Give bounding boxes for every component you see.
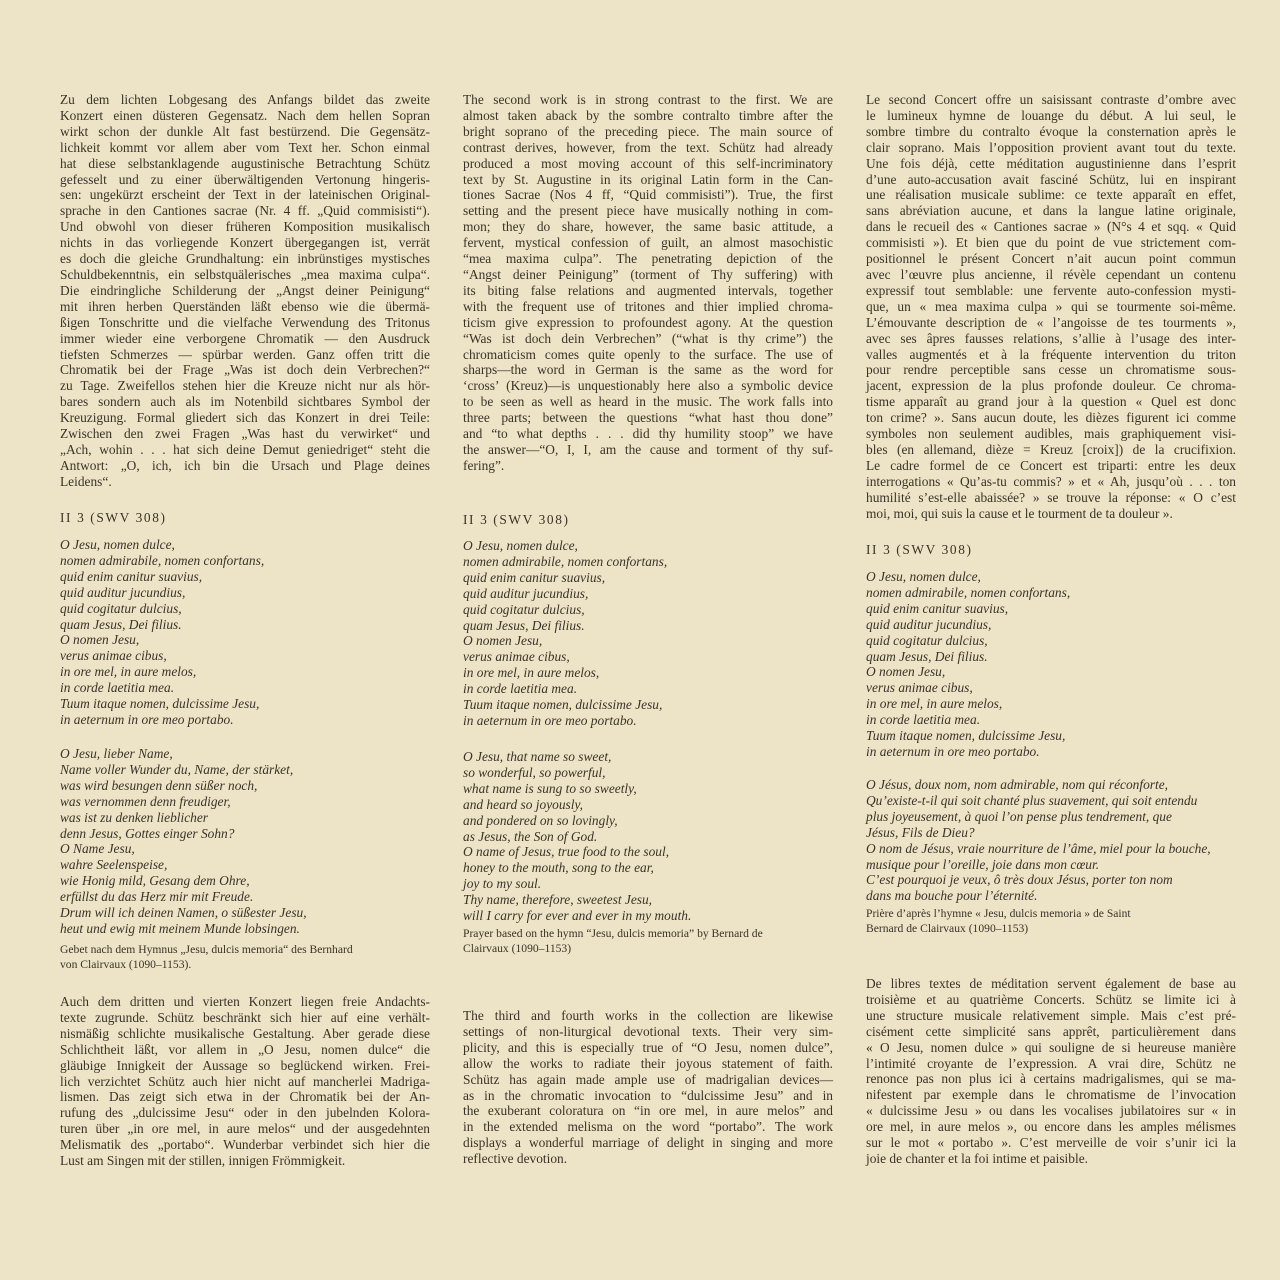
text-line: fervent, mystical confession of guilt, an almost masochistic	[463, 235, 833, 251]
text-line: in aeternum in ore meo portabo.	[866, 743, 1040, 759]
text-line: quid auditur jucundius,	[866, 616, 992, 632]
text-line: ticism give expression to profoundest agony. At the question	[463, 314, 833, 330]
text-line: cisément cette simplicité sans apprêt, particulièrement dans	[866, 1023, 1236, 1039]
text-line: with the frequent use of tritones and thier implied chroma-	[463, 298, 833, 314]
text-line: O nomen Jesu,	[866, 664, 946, 680]
text-line: ‘cross’ (Kreuz)—is unquestionably here also a symbolic device	[463, 378, 833, 394]
text-line: Die eindringliche Schilderung der „Angst deiner Peinigung“	[60, 282, 430, 298]
text-line: text by St. Augustine in its original Latin form in the Can-	[463, 171, 833, 187]
text-line: Zu dem lichten Lobgesang des Anfangs bildet das zweite	[60, 92, 430, 107]
text-line: wie Honig mild, Gesang dem Ohre,	[60, 873, 250, 889]
text-line: Le cadre formel de ce Concert est triparti: entre les deux	[866, 457, 1236, 473]
text-line: avec ses âpres fausses relations, s’allie à l’usage des inter-	[866, 330, 1236, 346]
text-line: texte zugrunde. Schütz beschränkt sich hier auf eine verhält-	[60, 1009, 430, 1025]
text-line: was vernommen denn freudiger,	[60, 793, 231, 809]
text-line: quid auditur jucundius,	[60, 584, 186, 600]
text-line: Auch dem dritten und vierten Konzert liegen freie Andachts-	[60, 994, 430, 1009]
text-line: and pondered on so lovingly,	[463, 812, 618, 828]
text-line: ßigen Tonschritte und die vielfache Verwendung des Tritonus	[60, 314, 430, 330]
text-line: d’une auto-accusation avait fasciné Schütz, lui en inspirant	[866, 171, 1236, 187]
text-line: O name of Jesus, true food to the soul,	[463, 844, 670, 860]
text-line: tisme apparaît au grand jour à la question « Quel est donc	[866, 394, 1236, 410]
text-line: bles (en allemand, dièze = Kreuz [croix]) de la crucifixion.	[866, 441, 1236, 457]
text-line: The third and fourth works in the collection are likewise	[463, 1008, 833, 1023]
text-line: three parts; between the questions “what hast thou done”	[463, 410, 833, 426]
text-line: sans abréviation aucune, et dans la langue latine originale,	[866, 203, 1236, 219]
text-line: sharps—the word in German is the same as the word for	[463, 362, 833, 378]
text-line: quam Jesus, Dei filius.	[866, 648, 988, 664]
text-line: hat diese selbstanklagende augustinische Betrachtung Schütz	[60, 155, 430, 171]
text-line: honey to the mouth, song to the ear,	[463, 860, 654, 876]
text-line: Prayer based on the hymn “Jesu, dulcis memoria” by Bernard de	[463, 927, 763, 940]
text-line: O Jesu, nomen dulce,	[866, 569, 981, 584]
text-line: the answer—“O, I, I, am the cause and torment of thy suf-	[463, 441, 833, 457]
text-line: mon; they do share, however, the same basic attitude, a	[463, 219, 833, 235]
text-line: O nomen Jesu,	[60, 632, 140, 648]
text-line: Bernard de Clairvaux (1090–1153)	[866, 922, 1029, 936]
text-line: clair soprano. Mais l’opposition provient avant tout du texte.	[866, 139, 1236, 155]
text-line: Konzert einen düsteren Gegensatz. Nach dem hellen Sopran	[60, 107, 430, 123]
text-line: Und obwohl von dieser früheren Komposition musikalisch	[60, 219, 430, 235]
text-line: settings of non-liturgical devotional texts. Their very sim-	[463, 1023, 833, 1039]
text-line: Le second Concert offre un saisissant contraste d’ombre avec	[866, 92, 1236, 107]
text-line: sen: ungekürzt erscheint der Text in der lateinischen Original-	[60, 187, 430, 203]
text-line: Clairvaux (1090–1153)	[463, 942, 572, 956]
text-line: almost taken aback by the sombre contralto timbre after the	[463, 107, 833, 123]
text-line: chromaticism comes quite openly to the surface. The use of	[463, 346, 833, 362]
text-line: “mea maxima culpa”. The penetrating depiction of the	[463, 251, 833, 267]
text-line: The second work is in strong contrast to the first. We are	[463, 92, 833, 107]
text-line: Schuldbekenntnis, ein selbstquälerisches „mea maxima culpa“.	[60, 266, 430, 282]
text-line: Une fois déjà, cette méditation augustinienne dans l’esprit	[866, 155, 1236, 171]
translation-text	[463, 749, 833, 924]
text-line: wahre Seelenspeise,	[60, 857, 168, 873]
text-line: as Jesus, the Son of God.	[463, 828, 598, 844]
text-line: sombre timbre du contralto évoque la consternation après le	[866, 123, 1236, 139]
text-line: Antwort: „O, ich, ich bin die Ursach und Plage deines	[60, 457, 430, 473]
text-line: Drum will ich deinen Namen, o süßester Jesu,	[60, 905, 307, 921]
text-line: in corde laetitia mea.	[60, 680, 175, 696]
text-line: Jésus, Fils de Dieu?	[866, 824, 975, 840]
text-line: was ist zu denken lieblicher	[60, 809, 209, 825]
text-line: will I carry for ever and ever in my mouth.	[463, 908, 692, 924]
text-line: reflective devotion.	[463, 1151, 568, 1167]
text-line: and “to what depths . . . did thy humility stoop” we have	[463, 426, 833, 442]
text-line: es doch die gleiche Grundhaltung: ein inbrünstiges mystisches	[60, 251, 430, 267]
text-line: immer wieder eine verborgene Chromatik — den Ausdruck	[60, 330, 430, 346]
text-line: lismen. Das zeigt sich etwa in der Chromatik bei der An-	[60, 1089, 430, 1105]
text-line: denn Jesus, Gottes einger Sohn?	[60, 825, 235, 841]
text-line: gläubige Innigkeit der Aussage so beglückend wirken. Frei-	[60, 1057, 430, 1073]
text-line: humilité s’est-elle abaissée? » se trouve la réponse: « O c’est	[866, 489, 1236, 505]
text-line: erfüllst du das Herz mir mit Freude.	[60, 889, 254, 905]
text-line: jacent, expression de la plus profonde douleur. Ce chroma-	[866, 378, 1236, 394]
text-line: quam Jesus, Dei filius.	[60, 616, 182, 632]
text-line: bright soprano of the preceding piece. The main source of	[463, 123, 833, 139]
text-line: quid auditur jucundius,	[463, 585, 589, 601]
text-line: Melismatik des „portabo“. Wunderbar verbindet sich hier die	[60, 1137, 430, 1153]
text-line: verus animae cibus,	[866, 680, 973, 696]
text-line: sur le mot « portabo ». C’est merveille de voir s’unir ici la	[866, 1135, 1236, 1151]
text-line: mit ihren herben Querständen läßt ebenso wie die übermä-	[60, 298, 430, 314]
text-line: heut und ewig mit meinem Munde lobsingen.	[60, 920, 300, 936]
text-line: l’intimité croyante de l’expression. A vrai dire, Schütz ne	[866, 1055, 1236, 1071]
text-line: in ore mel, in aure melos,	[60, 664, 197, 680]
text-line: Thy name, therefore, sweetest Jesu,	[463, 892, 653, 908]
text-line: so wonderful, so powerful,	[463, 764, 606, 780]
translation-text	[866, 777, 1236, 904]
text-line: quid enim canitur suavius,	[60, 568, 203, 584]
text-line: joy to my soul.	[463, 876, 542, 892]
text-line: De libres textes de méditation servent également de base au	[866, 976, 1236, 991]
text-line: was wird besungen denn süßer noch,	[60, 777, 258, 793]
outro-paragraph	[866, 976, 1236, 1167]
intro-paragraph	[463, 92, 833, 474]
text-line: “Was ist doch dein Verbrechen” (“what is thy crime”) the	[463, 330, 833, 346]
text-line: in ore mel, in aure melos,	[463, 665, 600, 681]
text-line: plus joyeusement, à quoi l’on pense plus tendrement, que	[866, 808, 1172, 824]
text-line: sprache in den Cantiones sacrae (Nr. 4 ff. „Quid commisisti“).	[60, 203, 430, 219]
text-line: in the extended melisma on the word “portabo”. The work	[463, 1119, 833, 1135]
text-line: « O Jesu, nomen dulce » qui souligne de si heureuse manière	[866, 1039, 1236, 1055]
text-line: lich verzichtet Schütz auch hier nicht auf mancherlei Madriga-	[60, 1073, 430, 1089]
text-line: tiones Sacrae (Nos 4 ff, “Quid commisisti”). True, the first	[463, 187, 833, 203]
text-line: lichkeit kommt vor allem aber vom Text her. Schon einmal	[60, 139, 430, 155]
text-line: une réalisation musicale sublime: ce texte apparaît en effet,	[866, 187, 1236, 203]
text-line: quid enim canitur suavius,	[463, 569, 606, 585]
text-line: O Jesu, nomen dulce,	[60, 537, 175, 552]
text-line: Schütz has again made ample use of madrigalian devices—	[463, 1071, 833, 1087]
text-line: quid cogitatur dulcius,	[866, 632, 988, 648]
text-line: and heard so joyously,	[463, 796, 584, 812]
text-line: troisième et au quatrième Concerts. Schütz se limite ici à	[866, 991, 1236, 1007]
text-line: Name voller Wunder du, Name, der stärket,	[60, 761, 294, 777]
text-line: the exuberant coloratura on “in ore mel, in aure melos” and	[463, 1103, 833, 1119]
text-line: produced a most moving account of this self-incriminatory	[463, 155, 833, 171]
text-line: ton crime? ». Sans aucun doute, les dièzes figurent ici comme	[866, 410, 1236, 426]
text-line: quid enim canitur suavius,	[866, 600, 1009, 616]
text-line: que, un « mea maxima culpa » qui se tourmente soi-même.	[866, 298, 1236, 314]
source-note	[463, 926, 833, 956]
text-line: O nomen Jesu,	[463, 633, 543, 649]
text-line: joie de chanter et la foi intime et paisible.	[866, 1150, 1088, 1166]
text-line: zu Tage. Zweifellos stehen hier die Kreuze nicht nur als hör-	[60, 378, 430, 394]
text-line: Chromatik bei der Frage „Was ist doch dein Verbrechen?“	[60, 362, 430, 378]
text-line: O Name Jesu,	[60, 841, 135, 857]
text-line: Prière d’après l’hymne « Jesu, dulcis memoria » de Saint	[866, 907, 1131, 920]
text-line: „Ach, wohin . . . hat sich deine Demut geniedriget“ steht die	[60, 441, 430, 457]
text-line: renonce pas non plus ici à certains madrigalismes, qui se ma-	[866, 1071, 1236, 1087]
outro-paragraph	[60, 994, 430, 1169]
text-line: avec l’œuvre plus ancienne, il révèle cependant un contenu	[866, 266, 1236, 282]
text-line: O Jésus, doux nom, nom admirable, nom qui réconforte,	[866, 777, 1168, 792]
text-line: rufung des „dulcissime Jesu“ oder in den jubelnden Kolora-	[60, 1105, 430, 1121]
text-line: as in the chromatic invocation to “dulcissime Jesu” and in	[463, 1087, 833, 1103]
text-line: turen über „in ore mel, in aure melos“ und der ausgedehnten	[60, 1121, 430, 1137]
text-line: O Jesu, that name so sweet,	[463, 749, 612, 764]
text-line: nismäßig schlichte musikalische Gestaltung. Aber gerade diese	[60, 1025, 430, 1041]
text-line: nifestent par exemple dans le chromatisme de l’invocation	[866, 1087, 1236, 1103]
text-line: Lust am Singen mit der stillen, innigen Frömmigkeit.	[60, 1153, 346, 1169]
text-line: commisisti »). Et bien que du point de vue strictement com-	[866, 235, 1236, 251]
text-line: nomen admirabile, nomen confortans,	[60, 552, 265, 568]
text-line: “Angst deiner Peinigung” (torment of Thy suffering) with	[463, 266, 833, 282]
text-line: positionnel le présent Concert n’ait aucun point commun	[866, 251, 1236, 267]
text-line: contrast derives, however, from the text. Schütz had already	[463, 139, 833, 155]
intro-paragraph	[60, 92, 430, 490]
text-line: quid cogitatur dulcius,	[463, 601, 585, 617]
text-line: Tuum itaque nomen, dulcissime Jesu,	[866, 728, 1066, 744]
text-line: ore mel, in aure melos », ou encore dans les amples mélismes	[866, 1119, 1236, 1135]
text-line: musique pour l’oreille, joie dans mon cœur.	[866, 856, 1100, 872]
text-line: displays a wonderful marriage of delight in singing and more	[463, 1135, 833, 1151]
section-heading: II 3 (SWV 308)	[866, 542, 973, 557]
text-line: in aeternum in ore meo portabo.	[463, 712, 637, 728]
text-line: interrogations « Qu’as-tu commis? » et « Ah, jusqu’où . . . ton	[866, 473, 1236, 489]
text-line: nomen admirabile, nomen confortans,	[463, 553, 668, 569]
text-line: moi, moi, qui suis la cause et le tourment de ta douleur ».	[866, 505, 1173, 521]
text-line: expressif tout semblable: une fervente auto-confession mysti-	[866, 282, 1236, 298]
text-line: bares sondern auch als im Notenbild sichtbares Symbol der	[60, 394, 430, 410]
text-line: gefesselt und zu einer überwältigenden Vertonung hingeris-	[60, 171, 430, 187]
text-line: Tuum itaque nomen, dulcissime Jesu,	[60, 696, 260, 712]
text-line: pour rendre perceptible sans cesse un chromatisme sous-	[866, 362, 1236, 378]
text-line: in corde laetitia mea.	[463, 681, 578, 697]
text-line: O Jesu, lieber Name,	[60, 746, 173, 761]
text-line: von Clairvaux (1090–1153).	[60, 958, 192, 972]
text-line: Kreuzigung. Formal gliedert sich das Konzert in drei Teile:	[60, 410, 430, 426]
text-line: in aeternum in ore meo portabo.	[60, 711, 234, 727]
translation-text	[60, 746, 430, 937]
text-line: in corde laetitia mea.	[866, 712, 981, 728]
source-note	[866, 906, 1236, 936]
text-line: nichts in das vorliegende Konzert übergegangen ist, verrät	[60, 235, 430, 251]
section-heading: II 3 (SWV 308)	[60, 510, 167, 525]
text-line: une structure musicale relativement simple. Mais c’est pré-	[866, 1007, 1236, 1023]
text-line: tiefsten Schmerzes — spürbar werden. Ganz offen tritt die	[60, 346, 430, 362]
outro-paragraph	[463, 1008, 833, 1167]
latin-text	[866, 569, 1236, 760]
text-line: verus animae cibus,	[60, 648, 167, 664]
text-line: verus animae cibus,	[463, 649, 570, 665]
section-heading: II 3 (SWV 308)	[463, 512, 570, 527]
text-line: Qu’existe-t-il qui soit chanté plus suavement, qui soit entendu	[866, 792, 1198, 808]
text-line: O nom de Jésus, vraie nourriture de l’âme, miel pour la bouche,	[866, 840, 1211, 856]
latin-text	[60, 537, 430, 728]
text-line: dans ma bouche pour l’éternité.	[866, 888, 1038, 904]
text-line: what name is sung to so sweetly,	[463, 780, 637, 796]
text-line: « dulcissime Jesu » ou dans les vocalises jubilatoires sur « in	[866, 1103, 1236, 1119]
intro-paragraph	[866, 92, 1236, 521]
text-line: its biting false relations and augmented intervals, together	[463, 282, 833, 298]
text-line: in ore mel, in aure melos,	[866, 696, 1003, 712]
text-line: Schlichtheit läßt, vor allem in „O Jesu, nomen dulce“ die	[60, 1041, 430, 1057]
text-line: fering”.	[463, 457, 505, 473]
text-line: plicity, and this is especially true of “O Jesu, nomen dulce”,	[463, 1039, 833, 1055]
text-line: nomen admirabile, nomen confortans,	[866, 584, 1071, 600]
text-line: L’émouvante description de « l’angoisse de tes tourments »,	[866, 314, 1236, 330]
text-line: Tuum itaque nomen, dulcissime Jesu,	[463, 697, 663, 713]
source-note	[60, 942, 430, 972]
text-line: symboles non seulement audibles, mais graphiquement visi-	[866, 426, 1236, 442]
text-line: to be seen as well as heard in the music. The work falls into	[463, 394, 833, 410]
text-line: O Jesu, nomen dulce,	[463, 538, 578, 553]
text-line: valles augmentés et à la fréquente intervention du triton	[866, 346, 1236, 362]
text-line: allow the works to radiate their joyous statement of faith.	[463, 1055, 833, 1071]
latin-text	[463, 538, 833, 729]
text-line: C’est pourquoi je veux, ô très doux Jésus, porter ton nom	[866, 872, 1173, 888]
text-line: Zwischen den zwei Fragen „Was hast du verwirket“ und	[60, 426, 430, 442]
text-line: dans le recueil des « Cantiones sacrae » (N°s 4 et sqq. « Quid	[866, 219, 1236, 235]
text-line: quam Jesus, Dei filius.	[463, 617, 585, 633]
text-line: le lumineux hymne de louange du début. A lui seul, le	[866, 107, 1236, 123]
text-line: quid cogitatur dulcius,	[60, 600, 182, 616]
text-line: Gebet nach dem Hymnus „Jesu, dulcis memoria“ des Bernhard	[60, 943, 353, 956]
text-line: wirkt schon der dunkle Alt fast bestürzend. Die Gegensätz-	[60, 123, 430, 139]
text-line: Leidens“.	[60, 473, 112, 489]
text-line: setting and the present piece have musically nothing in com-	[463, 203, 833, 219]
